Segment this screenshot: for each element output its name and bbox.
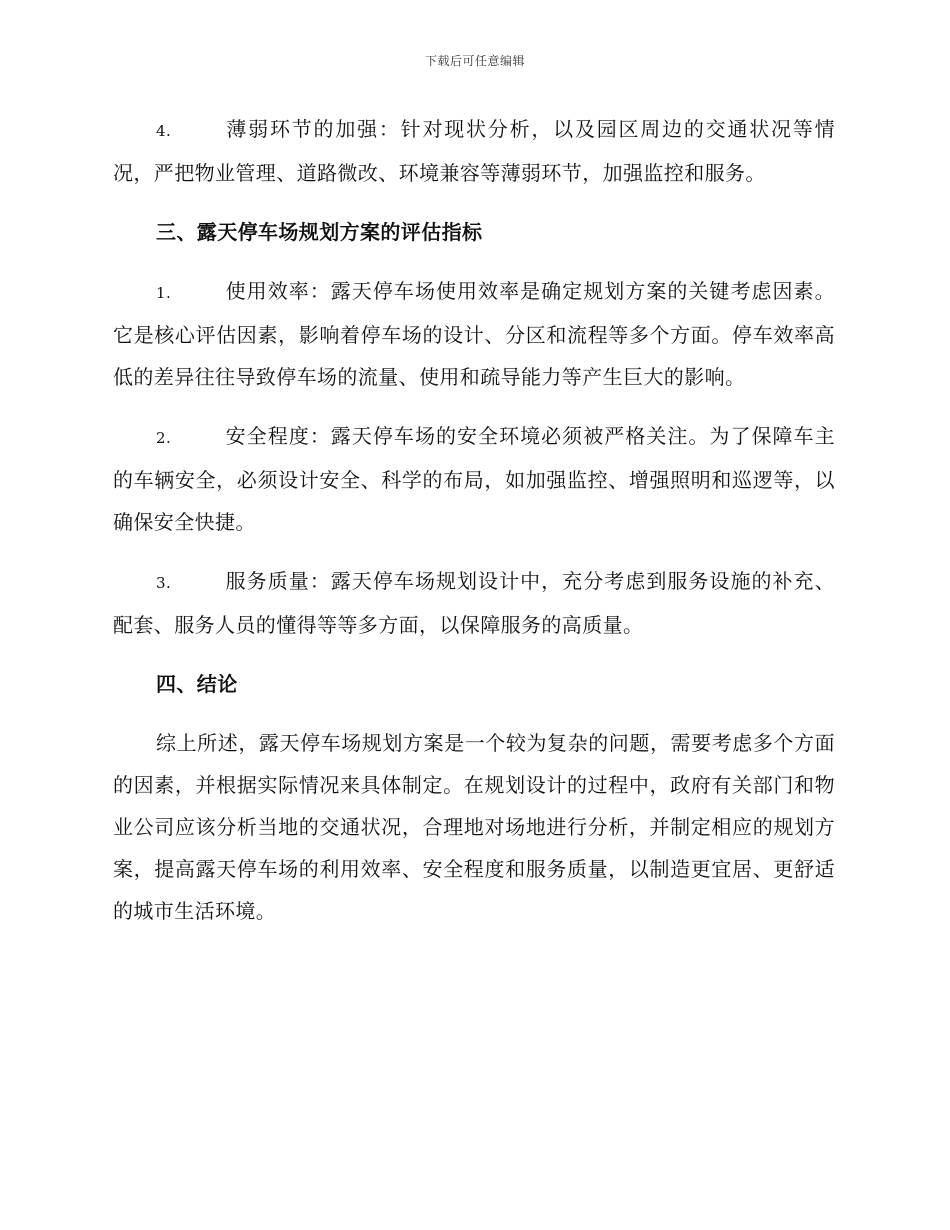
list-item-2 bbox=[113, 415, 835, 543]
list-item-4 bbox=[113, 108, 835, 194]
list-item-text: 薄弱环节的加强：针对现状分析，以及园区周边的交通状况等情况，严把物业管理、道路微改、环境兼容等薄弱环节，加强监控和服务。 bbox=[113, 117, 835, 185]
list-item-number: 4. bbox=[156, 122, 172, 140]
header-note: 下载后可任意编辑 bbox=[424, 54, 525, 68]
document-body bbox=[113, 108, 835, 949]
list-item-number: 1. bbox=[156, 284, 172, 302]
section-heading-conclusion: 四、结论 bbox=[156, 672, 238, 696]
conclusion-paragraph: 综上所述，露天停车场规划方案是一个较为复杂的问题，需要考虑多个方面的因素，并根据实际情况来具体制定。在规划设计的过程中，政府有关部门和物业公司应该分析当地的交通状况，合理地对场地进行分析，并制定相应的规划方案，提高露天停车场的利用效率、安全程度和服务质量，以制造更宜居、更舒适的城市生活环境。 bbox=[113, 731, 835, 923]
list-item-1 bbox=[113, 270, 835, 398]
list-item-number: 2. bbox=[156, 429, 172, 447]
list-item-text: 使用效率：露天停车场使用效率是确定规划方案的关键考虑因素。它是核心评估因素，影响着停车场的设计、分区和流程等多个方面。停车效率高低的差异往往导致停车场的流量、使用和疏导能力等产生巨大的影响。 bbox=[113, 279, 835, 389]
list-item-text: 服务质量：露天停车场规划设计中，充分考虑到服务设施的补充、配套、服务人员的懂得等等多方面，以保障服务的高质量。 bbox=[113, 569, 835, 637]
list-item-3 bbox=[113, 560, 835, 646]
section-heading-evaluation: 三、露天停车场规划方案的评估指标 bbox=[156, 220, 483, 244]
list-item-text: 安全程度：露天停车场的安全环境必须被严格关注。为了保障车主的车辆安全，必须设计安全、科学的布局，如加强监控、增强照明和巡逻等，以确保安全快捷。 bbox=[113, 424, 835, 534]
list-item-number: 3. bbox=[156, 574, 172, 592]
